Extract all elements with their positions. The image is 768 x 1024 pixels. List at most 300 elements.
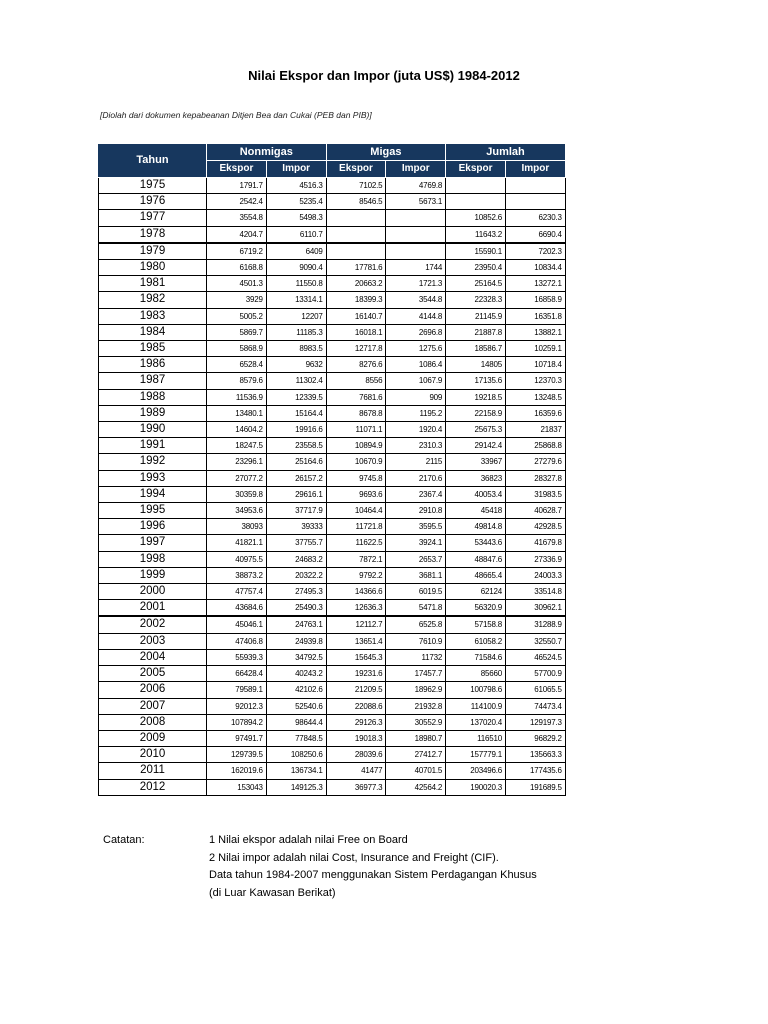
table-row xyxy=(99,324,566,340)
nonmigas-impor-cell: 6110.7 xyxy=(266,226,326,243)
note-line: (di Luar Kawasan Berikat) xyxy=(209,886,336,899)
migas-impor-cell: 2367.4 xyxy=(386,486,446,502)
migas-ekspor-cell: 10894.9 xyxy=(326,438,386,454)
nonmigas-impor-cell: 24683.2 xyxy=(266,551,326,567)
jumlah-impor-cell: 10718.4 xyxy=(505,357,565,373)
migas-impor-cell xyxy=(386,226,446,243)
table-row xyxy=(99,567,566,583)
migas-ekspor-cell: 11622.5 xyxy=(326,535,386,551)
nonmigas-ekspor-cell: 27077.2 xyxy=(207,470,267,486)
year-cell: 1981 xyxy=(99,276,207,292)
migas-ekspor-cell: 12636.3 xyxy=(326,600,386,617)
migas-ekspor-cell: 19018.3 xyxy=(326,730,386,746)
nonmigas-ekspor-cell: 5868.9 xyxy=(207,341,267,357)
migas-ekspor-cell: 21209.5 xyxy=(326,682,386,698)
nonmigas-ekspor-cell: 13480.1 xyxy=(207,405,267,421)
nonmigas-impor-cell: 24763.1 xyxy=(266,616,326,633)
migas-ekspor-cell: 41477 xyxy=(326,763,386,779)
nonmigas-ekspor-cell: 66428.4 xyxy=(207,666,267,682)
note-line: 1 Nilai ekspor adalah nilai Free on Board xyxy=(209,834,408,846)
table-row xyxy=(99,666,566,682)
table-row xyxy=(99,405,566,421)
migas-impor-cell: 27412.7 xyxy=(386,747,446,763)
year-cell: 1993 xyxy=(99,470,207,486)
nonmigas-impor-cell: 26157.2 xyxy=(266,470,326,486)
nonmigas-impor-cell: 98644.4 xyxy=(266,714,326,730)
nonmigas-ekspor-cell: 47757.4 xyxy=(207,584,267,600)
migas-impor-cell: 1721.3 xyxy=(386,276,446,292)
nonmigas-impor-cell: 13314.1 xyxy=(266,292,326,308)
nonmigas-ekspor-cell: 11536.9 xyxy=(207,389,267,405)
year-cell: 1977 xyxy=(99,210,207,226)
header-group-migas: Migas xyxy=(326,144,446,161)
migas-impor-cell: 2910.8 xyxy=(386,503,446,519)
table-row xyxy=(99,779,566,795)
nonmigas-impor-cell: 108250.6 xyxy=(266,747,326,763)
jumlah-ekspor-cell: 190020.3 xyxy=(446,779,506,795)
migas-ekspor-cell: 28039.6 xyxy=(326,747,386,763)
table-row xyxy=(99,260,566,276)
year-cell: 1983 xyxy=(99,308,207,324)
jumlah-ekspor-cell: 53443.6 xyxy=(446,535,506,551)
jumlah-ekspor-cell: 17135.6 xyxy=(446,373,506,389)
nonmigas-impor-cell: 8983.5 xyxy=(266,341,326,357)
nonmigas-impor-cell: 34792.5 xyxy=(266,649,326,665)
header-nonmigas-ekspor: Ekspor xyxy=(207,161,267,178)
table-row xyxy=(99,763,566,779)
nonmigas-impor-cell: 52540.6 xyxy=(266,698,326,714)
jumlah-impor-cell: 28327.8 xyxy=(505,470,565,486)
nonmigas-impor-cell: 24939.8 xyxy=(266,633,326,649)
jumlah-ekspor-cell: 19218.5 xyxy=(446,389,506,405)
jumlah-impor-cell: 32550.7 xyxy=(505,633,565,649)
migas-ekspor-cell: 8546.5 xyxy=(326,194,386,210)
table-row xyxy=(99,194,566,210)
jumlah-ekspor-cell: 22158.9 xyxy=(446,405,506,421)
migas-impor-cell: 6525.8 xyxy=(386,616,446,633)
nonmigas-impor-cell: 149125.3 xyxy=(266,779,326,795)
jumlah-impor-cell: 25868.8 xyxy=(505,438,565,454)
migas-ekspor-cell: 9745.8 xyxy=(326,470,386,486)
table-row xyxy=(99,210,566,226)
migas-ekspor-cell: 20663.2 xyxy=(326,276,386,292)
nonmigas-ekspor-cell: 1791.7 xyxy=(207,178,267,194)
header-migas-ekspor: Ekspor xyxy=(326,161,386,178)
jumlah-ekspor-cell: 21887.8 xyxy=(446,324,506,340)
migas-impor-cell xyxy=(386,210,446,226)
year-cell: 1995 xyxy=(99,503,207,519)
jumlah-impor-cell: 46524.5 xyxy=(505,649,565,665)
nonmigas-impor-cell: 19916.6 xyxy=(266,422,326,438)
note-line: Data tahun 1984-2007 menggunakan Sistem Perdagangan Khusus xyxy=(209,869,537,881)
year-cell: 2000 xyxy=(99,584,207,600)
jumlah-ekspor-cell: 203496.6 xyxy=(446,763,506,779)
year-cell: 1991 xyxy=(99,438,207,454)
migas-ekspor-cell: 13651.4 xyxy=(326,633,386,649)
nonmigas-impor-cell: 5498.3 xyxy=(266,210,326,226)
nonmigas-ekspor-cell: 47406.8 xyxy=(207,633,267,649)
jumlah-ekspor-cell: 100798.6 xyxy=(446,682,506,698)
year-cell: 2012 xyxy=(99,779,207,795)
nonmigas-impor-cell: 11302.4 xyxy=(266,373,326,389)
nonmigas-ekspor-cell: 2542.4 xyxy=(207,194,267,210)
jumlah-impor-cell: 57700.9 xyxy=(505,666,565,682)
nonmigas-impor-cell: 12339.5 xyxy=(266,389,326,405)
nonmigas-impor-cell: 20322.2 xyxy=(266,567,326,583)
nonmigas-ekspor-cell: 6719.2 xyxy=(207,243,267,260)
year-cell: 1979 xyxy=(99,243,207,260)
jumlah-impor-cell: 6690.4 xyxy=(505,226,565,243)
migas-impor-cell: 2696.8 xyxy=(386,324,446,340)
jumlah-ekspor-cell: 22328.3 xyxy=(446,292,506,308)
nonmigas-ekspor-cell: 79589.1 xyxy=(207,682,267,698)
jumlah-ekspor-cell: 14805 xyxy=(446,357,506,373)
jumlah-impor-cell: 16858.9 xyxy=(505,292,565,308)
table-row xyxy=(99,633,566,649)
nonmigas-ekspor-cell: 4204.7 xyxy=(207,226,267,243)
year-cell: 1982 xyxy=(99,292,207,308)
header-migas-impor: Impor xyxy=(386,161,446,178)
year-cell: 2011 xyxy=(99,763,207,779)
jumlah-ekspor-cell: 25164.5 xyxy=(446,276,506,292)
year-cell: 1996 xyxy=(99,519,207,535)
migas-ekspor-cell: 11071.1 xyxy=(326,422,386,438)
migas-impor-cell: 1744 xyxy=(386,260,446,276)
migas-ekspor-cell xyxy=(326,210,386,226)
jumlah-ekspor-cell: 137020.4 xyxy=(446,714,506,730)
year-cell: 2001 xyxy=(99,600,207,617)
jumlah-impor-cell: 96829.2 xyxy=(505,730,565,746)
nonmigas-impor-cell: 11550.8 xyxy=(266,276,326,292)
migas-impor-cell: 3924.1 xyxy=(386,535,446,551)
jumlah-impor-cell: 13248.5 xyxy=(505,389,565,405)
table-row xyxy=(99,584,566,600)
nonmigas-impor-cell: 11185.3 xyxy=(266,324,326,340)
jumlah-ekspor-cell: 71584.6 xyxy=(446,649,506,665)
table-row xyxy=(99,714,566,730)
migas-impor-cell: 11732 xyxy=(386,649,446,665)
jumlah-ekspor-cell: 61058.2 xyxy=(446,633,506,649)
migas-impor-cell xyxy=(386,243,446,260)
jumlah-ekspor-cell: 33967 xyxy=(446,454,506,470)
table-row xyxy=(99,682,566,698)
jumlah-ekspor-cell: 29142.4 xyxy=(446,438,506,454)
nonmigas-ekspor-cell: 3929 xyxy=(207,292,267,308)
jumlah-impor-cell: 42928.5 xyxy=(505,519,565,535)
jumlah-ekspor-cell: 40053.4 xyxy=(446,486,506,502)
nonmigas-ekspor-cell: 38093 xyxy=(207,519,267,535)
migas-impor-cell: 5673.1 xyxy=(386,194,446,210)
migas-ekspor-cell: 15645.3 xyxy=(326,649,386,665)
migas-ekspor-cell: 8556 xyxy=(326,373,386,389)
jumlah-impor-cell: 13272.1 xyxy=(505,276,565,292)
jumlah-impor-cell: 191689.5 xyxy=(505,779,565,795)
table-row xyxy=(99,616,566,633)
table-row xyxy=(99,341,566,357)
nonmigas-impor-cell: 23558.5 xyxy=(266,438,326,454)
nonmigas-ekspor-cell: 6168.8 xyxy=(207,260,267,276)
year-cell: 1998 xyxy=(99,551,207,567)
nonmigas-impor-cell: 25490.3 xyxy=(266,600,326,617)
migas-impor-cell: 2170.6 xyxy=(386,470,446,486)
nonmigas-ekspor-cell: 107894.2 xyxy=(207,714,267,730)
year-cell: 1987 xyxy=(99,373,207,389)
year-cell: 1997 xyxy=(99,535,207,551)
nonmigas-ekspor-cell: 55939.3 xyxy=(207,649,267,665)
note-line: 2 Nilai impor adalah nilai Cost, Insurance and Freight (CIF). xyxy=(209,851,499,864)
migas-impor-cell: 4144.8 xyxy=(386,308,446,324)
nonmigas-ekspor-cell: 38873.2 xyxy=(207,567,267,583)
table-row xyxy=(99,698,566,714)
jumlah-impor-cell: 61065.5 xyxy=(505,682,565,698)
table-row xyxy=(99,535,566,551)
year-cell: 2007 xyxy=(99,698,207,714)
migas-impor-cell: 1275.6 xyxy=(386,341,446,357)
migas-ekspor-cell: 19231.6 xyxy=(326,666,386,682)
table-row xyxy=(99,226,566,243)
nonmigas-ekspor-cell: 5869.7 xyxy=(207,324,267,340)
migas-ekspor-cell: 18399.3 xyxy=(326,292,386,308)
header-nonmigas-impor: Impor xyxy=(266,161,326,178)
jumlah-ekspor-cell: 48665.4 xyxy=(446,567,506,583)
table-row xyxy=(99,503,566,519)
nonmigas-impor-cell: 15164.4 xyxy=(266,405,326,421)
migas-ekspor-cell xyxy=(326,243,386,260)
jumlah-ekspor-cell: 114100.9 xyxy=(446,698,506,714)
nonmigas-ekspor-cell: 97491.7 xyxy=(207,730,267,746)
year-cell: 2006 xyxy=(99,682,207,698)
year-cell: 1975 xyxy=(99,178,207,194)
jumlah-impor-cell: 74473.4 xyxy=(505,698,565,714)
jumlah-impor-cell: 33514.8 xyxy=(505,584,565,600)
migas-ekspor-cell: 9792.2 xyxy=(326,567,386,583)
jumlah-impor-cell: 41679.8 xyxy=(505,535,565,551)
table-body xyxy=(99,178,566,796)
table-row xyxy=(99,600,566,617)
jumlah-ekspor-cell: 62124 xyxy=(446,584,506,600)
table-row xyxy=(99,178,566,194)
header-group-nonmigas: Nonmigas xyxy=(207,144,327,161)
jumlah-ekspor-cell: 21145.9 xyxy=(446,308,506,324)
export-import-table xyxy=(98,143,566,796)
migas-ekspor-cell: 8678.8 xyxy=(326,405,386,421)
nonmigas-ekspor-cell: 18247.5 xyxy=(207,438,267,454)
jumlah-impor-cell: 31983.5 xyxy=(505,486,565,502)
table-row xyxy=(99,243,566,260)
nonmigas-ekspor-cell: 6528.4 xyxy=(207,357,267,373)
jumlah-ekspor-cell: 11643.2 xyxy=(446,226,506,243)
nonmigas-ekspor-cell: 45046.1 xyxy=(207,616,267,633)
migas-ekspor-cell: 9693.6 xyxy=(326,486,386,502)
table-row xyxy=(99,308,566,324)
migas-ekspor-cell: 16018.1 xyxy=(326,324,386,340)
nonmigas-ekspor-cell: 5005.2 xyxy=(207,308,267,324)
nonmigas-ekspor-cell: 3554.8 xyxy=(207,210,267,226)
migas-ekspor-cell: 17781.6 xyxy=(326,260,386,276)
migas-impor-cell: 30552.9 xyxy=(386,714,446,730)
table-row xyxy=(99,373,566,389)
nonmigas-impor-cell: 4516.3 xyxy=(266,178,326,194)
year-cell: 2009 xyxy=(99,730,207,746)
table-row xyxy=(99,649,566,665)
jumlah-impor-cell: 177435.6 xyxy=(505,763,565,779)
jumlah-impor-cell: 31288.9 xyxy=(505,616,565,633)
table-row xyxy=(99,438,566,454)
migas-impor-cell: 2115 xyxy=(386,454,446,470)
jumlah-impor-cell: 21837 xyxy=(505,422,565,438)
jumlah-impor-cell: 30962.1 xyxy=(505,600,565,617)
nonmigas-ekspor-cell: 41821.1 xyxy=(207,535,267,551)
nonmigas-impor-cell: 25164.6 xyxy=(266,454,326,470)
year-cell: 2010 xyxy=(99,747,207,763)
year-cell: 1994 xyxy=(99,486,207,502)
migas-ekspor-cell: 10670.9 xyxy=(326,454,386,470)
jumlah-impor-cell: 16351.8 xyxy=(505,308,565,324)
jumlah-impor-cell: 40628.7 xyxy=(505,503,565,519)
nonmigas-impor-cell: 5235.4 xyxy=(266,194,326,210)
year-cell: 1985 xyxy=(99,341,207,357)
jumlah-ekspor-cell: 45418 xyxy=(446,503,506,519)
migas-ekspor-cell: 11721.8 xyxy=(326,519,386,535)
year-cell: 1986 xyxy=(99,357,207,373)
jumlah-impor-cell: 16359.6 xyxy=(505,405,565,421)
nonmigas-impor-cell: 136734.1 xyxy=(266,763,326,779)
migas-impor-cell: 4769.8 xyxy=(386,178,446,194)
notes-label: Catatan: xyxy=(103,834,145,846)
nonmigas-impor-cell: 37717.9 xyxy=(266,503,326,519)
nonmigas-ekspor-cell: 162019.6 xyxy=(207,763,267,779)
jumlah-ekspor-cell: 56320.9 xyxy=(446,600,506,617)
table-row xyxy=(99,470,566,486)
jumlah-ekspor-cell: 23950.4 xyxy=(446,260,506,276)
nonmigas-ekspor-cell: 40975.5 xyxy=(207,551,267,567)
nonmigas-impor-cell: 37755.7 xyxy=(266,535,326,551)
migas-ekspor-cell: 16140.7 xyxy=(326,308,386,324)
jumlah-impor-cell: 24003.3 xyxy=(505,567,565,583)
jumlah-ekspor-cell: 36823 xyxy=(446,470,506,486)
jumlah-ekspor-cell: 25675.3 xyxy=(446,422,506,438)
source-note: [Diolah dari dokumen kepabeanan Ditjen Bea dan Cukai (PEB dan PIB)] xyxy=(100,110,372,120)
table-row xyxy=(99,422,566,438)
table-row xyxy=(99,730,566,746)
header-group-jumlah: Jumlah xyxy=(446,144,566,161)
nonmigas-ekspor-cell: 92012.3 xyxy=(207,698,267,714)
year-cell: 1999 xyxy=(99,567,207,583)
migas-impor-cell: 21932.8 xyxy=(386,698,446,714)
year-cell: 1990 xyxy=(99,422,207,438)
migas-ekspor-cell: 7102.5 xyxy=(326,178,386,194)
year-cell: 2005 xyxy=(99,666,207,682)
nonmigas-impor-cell: 9632 xyxy=(266,357,326,373)
migas-impor-cell: 7610.9 xyxy=(386,633,446,649)
nonmigas-ekspor-cell: 129739.5 xyxy=(207,747,267,763)
year-cell: 1989 xyxy=(99,405,207,421)
migas-impor-cell: 6019.5 xyxy=(386,584,446,600)
migas-ekspor-cell: 14366.6 xyxy=(326,584,386,600)
table-row xyxy=(99,292,566,308)
migas-impor-cell: 1195.2 xyxy=(386,405,446,421)
jumlah-ekspor-cell: 48847.6 xyxy=(446,551,506,567)
nonmigas-impor-cell: 39333 xyxy=(266,519,326,535)
jumlah-ekspor-cell xyxy=(446,194,506,210)
nonmigas-ekspor-cell: 23296.1 xyxy=(207,454,267,470)
jumlah-impor-cell: 7202.3 xyxy=(505,243,565,260)
header-tahun: Tahun xyxy=(99,144,207,178)
migas-impor-cell: 40701.5 xyxy=(386,763,446,779)
nonmigas-ekspor-cell: 153043 xyxy=(207,779,267,795)
nonmigas-ekspor-cell: 43684.6 xyxy=(207,600,267,617)
migas-ekspor-cell: 7681.6 xyxy=(326,389,386,405)
nonmigas-impor-cell: 27495.3 xyxy=(266,584,326,600)
migas-impor-cell: 1086.4 xyxy=(386,357,446,373)
nonmigas-impor-cell: 77848.5 xyxy=(266,730,326,746)
migas-impor-cell: 3544.8 xyxy=(386,292,446,308)
nonmigas-impor-cell: 6409 xyxy=(266,243,326,260)
jumlah-impor-cell: 129197.3 xyxy=(505,714,565,730)
jumlah-impor-cell: 12370.3 xyxy=(505,373,565,389)
jumlah-impor-cell: 13882.1 xyxy=(505,324,565,340)
table-row xyxy=(99,551,566,567)
migas-impor-cell: 3595.5 xyxy=(386,519,446,535)
migas-ekspor-cell: 10464.4 xyxy=(326,503,386,519)
jumlah-ekspor-cell xyxy=(446,178,506,194)
page-title: Nilai Ekspor dan Impor (juta US$) 1984-2012 xyxy=(248,68,520,83)
nonmigas-ekspor-cell: 8579.6 xyxy=(207,373,267,389)
jumlah-impor-cell: 6230.3 xyxy=(505,210,565,226)
jumlah-impor-cell xyxy=(505,178,565,194)
table-row xyxy=(99,276,566,292)
year-cell: 1980 xyxy=(99,260,207,276)
nonmigas-ekspor-cell: 30359.8 xyxy=(207,486,267,502)
jumlah-ekspor-cell: 85660 xyxy=(446,666,506,682)
table-row xyxy=(99,747,566,763)
migas-impor-cell: 909 xyxy=(386,389,446,405)
nonmigas-impor-cell: 42102.6 xyxy=(266,682,326,698)
nonmigas-impor-cell: 29616.1 xyxy=(266,486,326,502)
jumlah-impor-cell: 135663.3 xyxy=(505,747,565,763)
jumlah-impor-cell xyxy=(505,194,565,210)
jumlah-ekspor-cell: 49814.8 xyxy=(446,519,506,535)
migas-impor-cell: 1067.9 xyxy=(386,373,446,389)
nonmigas-impor-cell: 40243.2 xyxy=(266,666,326,682)
table-row xyxy=(99,389,566,405)
nonmigas-ekspor-cell: 34953.6 xyxy=(207,503,267,519)
jumlah-ekspor-cell: 10852.6 xyxy=(446,210,506,226)
migas-impor-cell: 42564.2 xyxy=(386,779,446,795)
jumlah-impor-cell: 27279.6 xyxy=(505,454,565,470)
nonmigas-impor-cell: 12207 xyxy=(266,308,326,324)
header-jumlah-ekspor: Ekspor xyxy=(446,161,506,178)
year-cell: 1978 xyxy=(99,226,207,243)
jumlah-ekspor-cell: 57158.8 xyxy=(446,616,506,633)
migas-ekspor-cell xyxy=(326,226,386,243)
year-cell: 1988 xyxy=(99,389,207,405)
migas-ekspor-cell: 22088.6 xyxy=(326,698,386,714)
jumlah-ekspor-cell: 15590.1 xyxy=(446,243,506,260)
table-row xyxy=(99,486,566,502)
migas-ekspor-cell: 7872.1 xyxy=(326,551,386,567)
nonmigas-ekspor-cell: 4501.3 xyxy=(207,276,267,292)
migas-ekspor-cell: 12717.8 xyxy=(326,341,386,357)
migas-impor-cell: 17457.7 xyxy=(386,666,446,682)
jumlah-impor-cell: 10259.1 xyxy=(505,341,565,357)
migas-ekspor-cell: 29126.3 xyxy=(326,714,386,730)
year-cell: 2003 xyxy=(99,633,207,649)
notes-lines xyxy=(209,832,629,902)
migas-impor-cell: 2653.7 xyxy=(386,551,446,567)
year-cell: 1992 xyxy=(99,454,207,470)
year-cell: 1984 xyxy=(99,324,207,340)
